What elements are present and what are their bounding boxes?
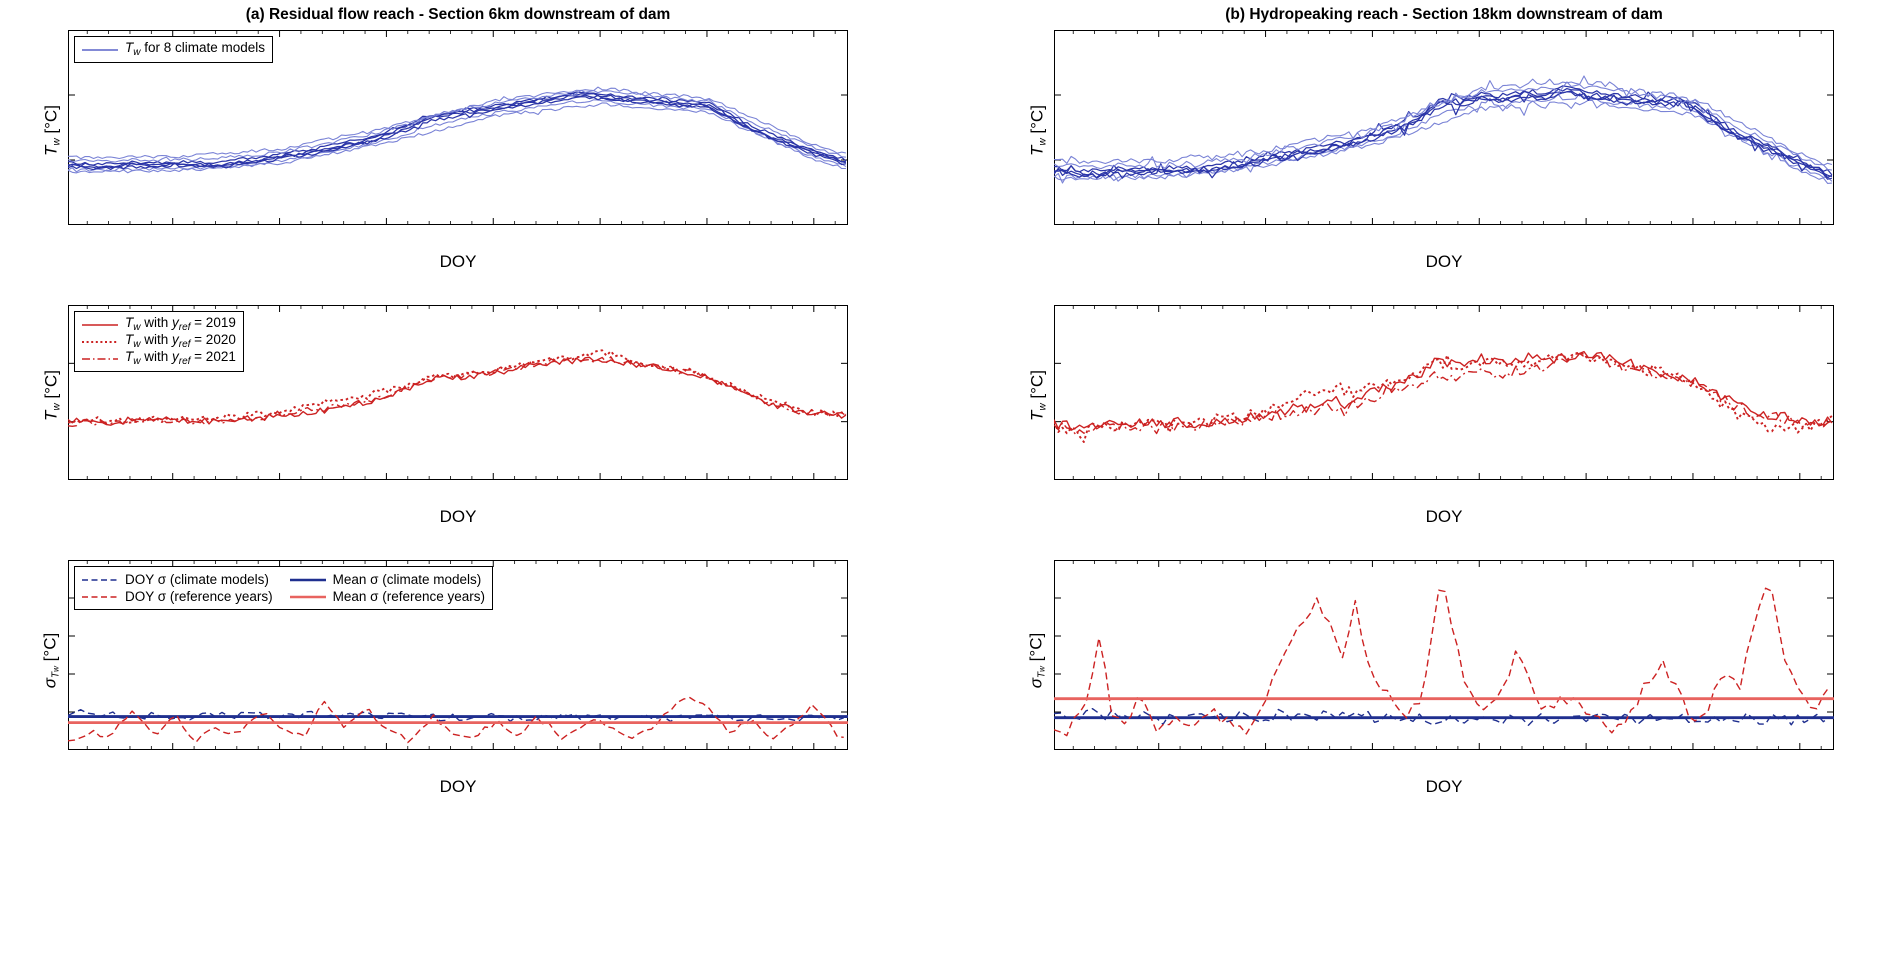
- panel-a-bottom: [68, 560, 848, 750]
- panel-b-title: (b) Hydropeaking reach - Section 18km downstream of dam: [1225, 6, 1663, 23]
- panel-b-top: [1054, 6, 1834, 225]
- legend-label: Mean σ (climate models): [332, 571, 482, 587]
- xlabel-a-top: DOY: [439, 252, 477, 271]
- legend-a-top: [74, 36, 273, 63]
- legend-line-sample: [81, 44, 119, 56]
- panel-a-mid: [68, 305, 848, 480]
- legend-line-sample: [81, 319, 119, 331]
- legend-item: [81, 41, 265, 58]
- ylabel-b-mid: $T_w$ [°C]: [1027, 370, 1049, 421]
- panel-a-top: [68, 6, 848, 225]
- xlabel-b-top: DOY: [1425, 252, 1463, 271]
- legend-label: $T_w$ with $y_{ref} = 2020$: [125, 332, 236, 351]
- legend-line-sample: [81, 353, 119, 365]
- xlabel-b-bottom: DOY: [1425, 777, 1463, 796]
- plot-svg-b-mid: [1054, 305, 1834, 480]
- legend-item: [289, 588, 485, 605]
- legend-label: $T_w$ for 8 climate models: [125, 40, 266, 59]
- legend-label: DOY σ (climate models): [125, 571, 269, 587]
- xlabel-a-bottom: DOY: [439, 777, 477, 796]
- panel-a-title: (a) Residual flow reach - Section 6km downstream of dam: [245, 6, 671, 23]
- legend-a-bottom: [74, 566, 493, 610]
- legend-item: [289, 571, 485, 588]
- ylabel-b-top: $T_w$ [°C]: [1027, 105, 1049, 156]
- ylabel-a-top: $T_w$ [°C]: [41, 105, 63, 156]
- xlabel-a-mid: DOY: [439, 507, 477, 526]
- legend-item: [81, 571, 273, 588]
- legend-item: [81, 350, 236, 367]
- ylabel-a-mid: $T_w$ [°C]: [41, 370, 63, 421]
- legend-label: DOY σ (reference years): [125, 588, 273, 604]
- ylabel-b-bottom: $\sigma_{Tw}$ [°C]: [1026, 632, 1048, 689]
- legend-line-sample: [81, 591, 119, 603]
- legend-line-sample: [289, 591, 327, 603]
- panel-b-bottom: [1054, 560, 1834, 750]
- legend-a-mid: [74, 311, 244, 372]
- legend-label: $T_w$ with $y_{ref} = 2019$: [125, 315, 236, 334]
- plot-svg-b-bottom: [1054, 560, 1834, 750]
- panel-b-mid: [1054, 305, 1834, 480]
- legend-label: $T_w$ with $y_{ref} = 2021$: [125, 349, 236, 368]
- legend-line-sample: [81, 336, 119, 348]
- plot-svg-b-top: [1054, 30, 1834, 225]
- legend-item: [81, 588, 273, 605]
- xlabel-b-mid: DOY: [1425, 507, 1463, 526]
- legend-line-sample: [81, 574, 119, 586]
- ylabel-a-bottom: $\sigma_{Tw}$ [°C]: [40, 632, 62, 689]
- legend-line-sample: [289, 574, 327, 586]
- legend-label: Mean σ (reference years): [332, 588, 486, 604]
